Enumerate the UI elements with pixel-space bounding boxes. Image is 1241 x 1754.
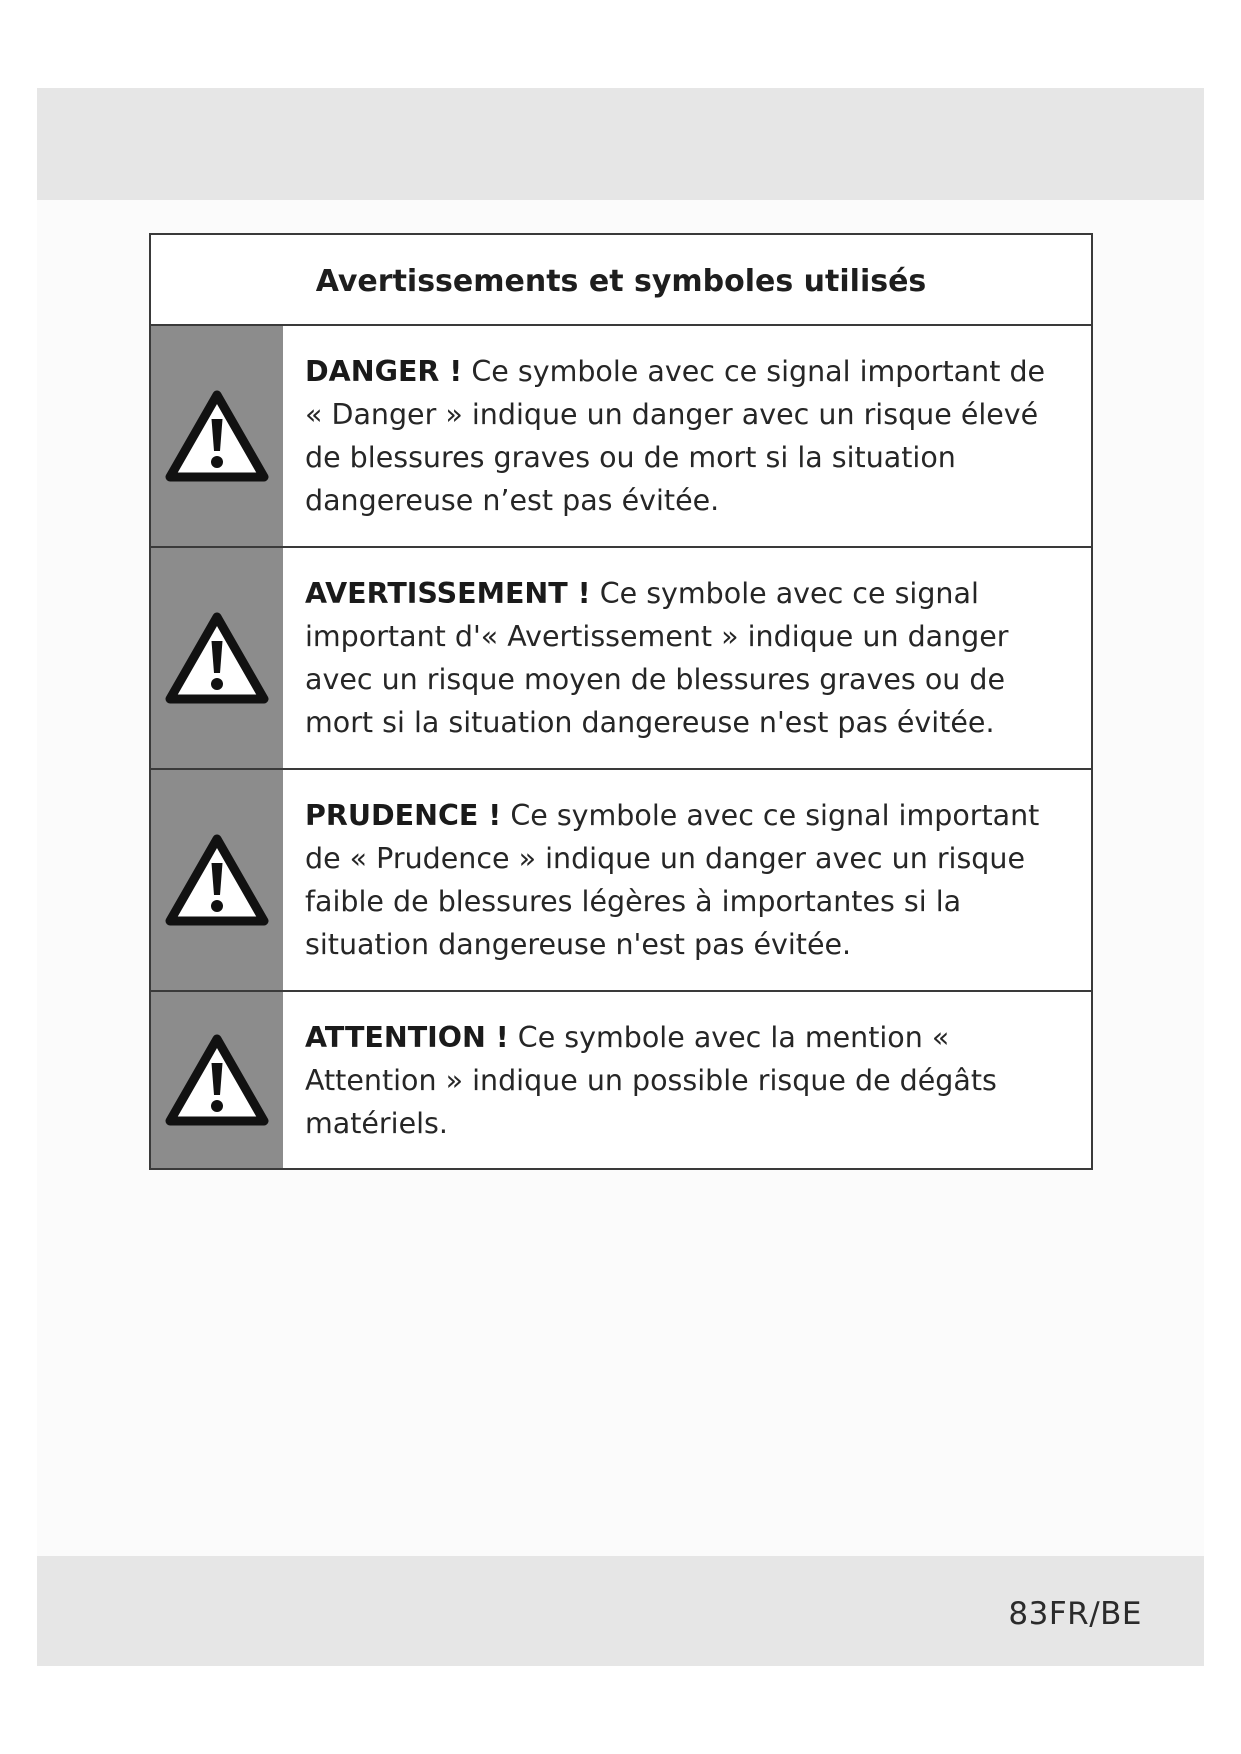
danger-keyword: DANGER ! — [305, 355, 463, 388]
warnings-table — [149, 233, 1093, 1170]
warning-triangle-icon — [151, 326, 283, 546]
warning-row-danger — [151, 326, 1091, 548]
warning-text-prudence — [283, 770, 1091, 990]
avertissement-description: Ce symbole avec ce signal important d'« Avertissement » indique un danger avec un risque moyen de blessures graves ou de mort si la situation dangereuse n'est pas évitée. — [305, 577, 1009, 739]
warning-triangle-icon — [151, 548, 283, 768]
warning-triangle-icon — [151, 770, 283, 990]
attention-keyword: ATTENTION ! — [305, 1021, 509, 1054]
warning-text-attention — [283, 992, 1091, 1168]
warning-row-prudence — [151, 770, 1091, 992]
footer-band — [37, 1556, 1204, 1666]
attention-description: Ce symbole avec la mention « Attention » indique un possible risque de dégâts matériels. — [305, 1021, 997, 1140]
prudence-keyword: PRUDENCE ! — [305, 799, 502, 832]
danger-description: Ce symbole avec ce signal important de « Danger » indique un danger avec un risque élevé de blessures graves ou de mort si la situation dangereuse n’est pas évitée. — [305, 355, 1046, 517]
warning-row-attention — [151, 992, 1091, 1168]
warning-row-avertissement — [151, 548, 1091, 770]
header-band — [37, 88, 1204, 200]
avertissement-keyword: AVERTISSEMENT ! — [305, 577, 591, 610]
warning-triangle-icon — [151, 992, 283, 1168]
table-title: Avertissements et symboles utilisés — [151, 235, 1091, 326]
warning-text-avertissement — [283, 548, 1091, 768]
page-number: 83FR/BE — [1008, 1596, 1142, 1632]
warning-text-danger — [283, 326, 1091, 546]
prudence-description: Ce symbole avec ce signal important de « Prudence » indique un danger avec un risque faible de blessures légères à importantes si la situation dangereuse n'est pas évitée. — [305, 799, 1040, 961]
